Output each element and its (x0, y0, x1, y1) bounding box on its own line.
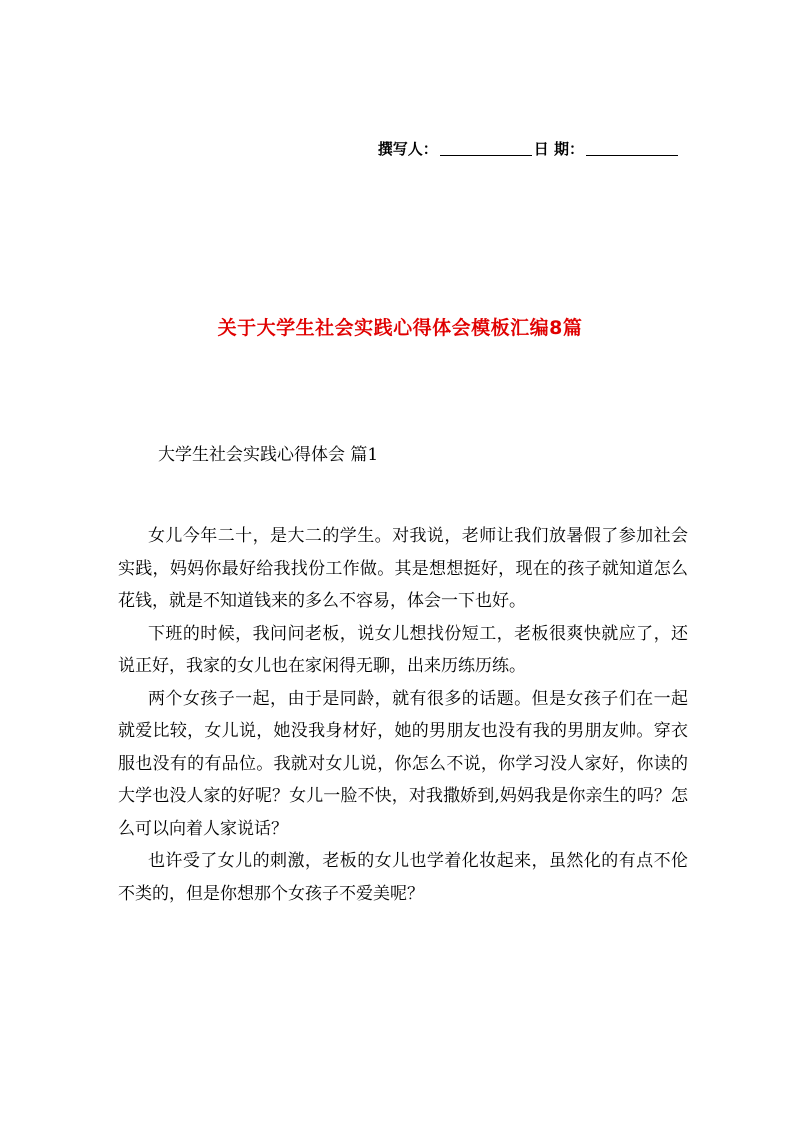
writer-date-line (378, 138, 680, 159)
date-label: 日 期： (533, 140, 584, 158)
date-blank (586, 141, 678, 156)
section-heading: 大学生社会实践心得体会 篇1 (158, 445, 379, 465)
paragraph: 也许受了女儿的刺激，老板的女儿也学着化妆起来，虽然化的有点不伦不类的，但是你想那个女孩子不爱美呢？ (118, 851, 688, 904)
writer-blank (440, 141, 532, 156)
writer-label: 撰写人： (377, 140, 438, 158)
paragraph: 下班的时候，我问问老板，说女儿想找份短工，老板很爽快就应了，还说正好，我家的女儿也在家闲得无聊，出来历练历练。 (118, 623, 688, 676)
paragraph: 两个女孩子一起，由于是同龄，就有很多的话题。但是女孩子们在一起就爱比较，女儿说，她没我身材好，她的男朋友也没有我的男朋友帅。穿衣服也没有的有品位。我就对女儿说，你怎么不说，你学习没人家好，你读的大学也没人家的好呢？女儿一脸不快，对我撒娇到,妈妈我是你亲生的吗？怎么可以向着人家说话？ (118, 688, 688, 839)
paragraph: 女儿今年二十，是大二的学生。对我说，老师让我们放暑假了参加社会实践，妈妈你最好给我找份工作做。其是想想挺好，现在的孩子就知道怎么花钱，就是不知道钱来的多么不容易，体会一下也好。 (118, 526, 688, 611)
body-text (118, 520, 688, 910)
document-title: 关于大学生社会实践心得体会模板汇编8篇 (217, 317, 583, 339)
